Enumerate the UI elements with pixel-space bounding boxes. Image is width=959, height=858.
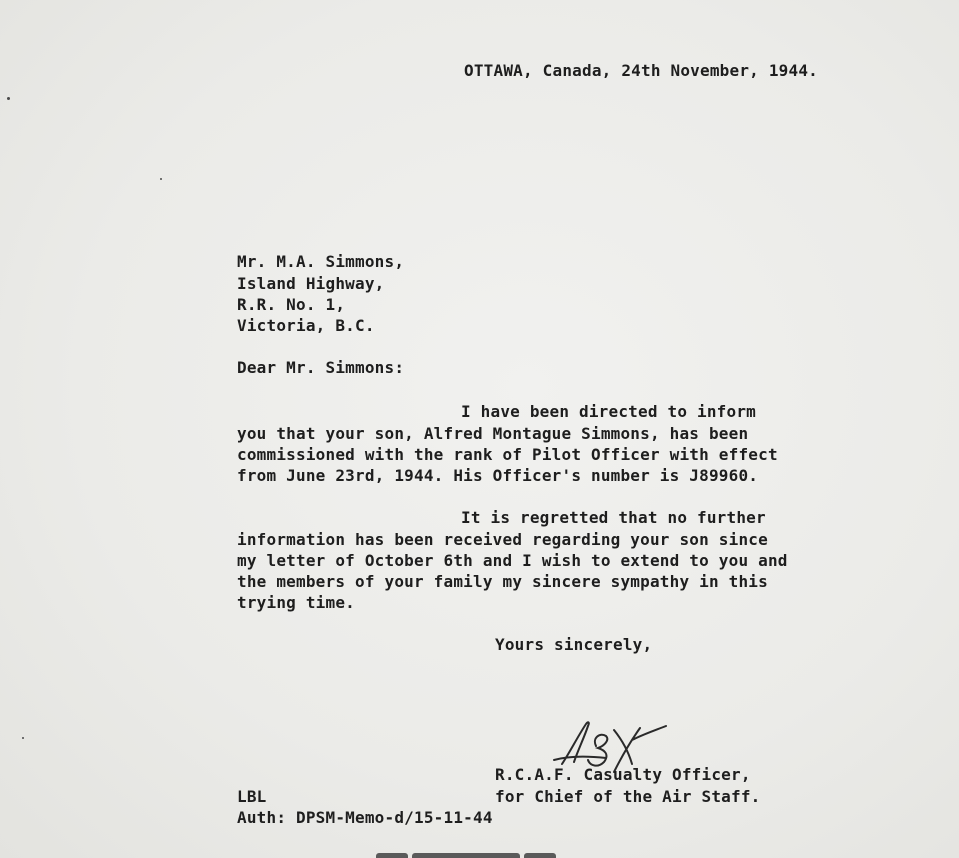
signature-title-line1: R.C.A.F. Casualty Officer, (495, 765, 751, 784)
date-line: OTTAWA, Canada, 24th November, 1944. (464, 61, 818, 80)
paragraph2-line1: It is regretted that no further (461, 508, 766, 527)
paper-speck (22, 737, 24, 739)
scan-edge-mark (376, 853, 408, 858)
paragraph2-line3: my letter of October 6th and I wish to extend to you and (237, 551, 788, 570)
paragraph2-line2: information has been received regarding your son since (237, 530, 768, 549)
typist-initials: LBL (237, 787, 267, 806)
signature-title-line2: for Chief of the Air Staff. (495, 787, 761, 806)
paragraph1-line1: I have been directed to inform (461, 402, 756, 421)
scan-edge-mark (524, 853, 556, 858)
paragraph1-line2: you that your son, Alfred Montague Simmons, has been (237, 424, 749, 443)
address-line-city: Victoria, B.C. (237, 316, 375, 335)
address-line-route: R.R. No. 1, (237, 295, 346, 314)
paragraph2-line5: trying time. (237, 593, 355, 612)
paragraph1-line3: commissioned with the rank of Pilot Officer with effect (237, 445, 778, 464)
authority-reference: Auth: DPSM-Memo-d/15-11-44 (237, 808, 493, 827)
paper-speck (7, 97, 10, 100)
address-line-name: Mr. M.A. Simmons, (237, 252, 405, 271)
paragraph1-line4: from June 23rd, 1944. His Officer's number is J89960. (237, 466, 759, 485)
address-line-street: Island Highway, (237, 274, 385, 293)
salutation: Dear Mr. Simmons: (237, 358, 405, 377)
paper-speck (160, 178, 162, 180)
paragraph2-line4: the members of your family my sincere sympathy in this (237, 572, 768, 591)
closing: Yours sincerely, (495, 635, 653, 654)
scan-edge-mark (412, 853, 520, 858)
